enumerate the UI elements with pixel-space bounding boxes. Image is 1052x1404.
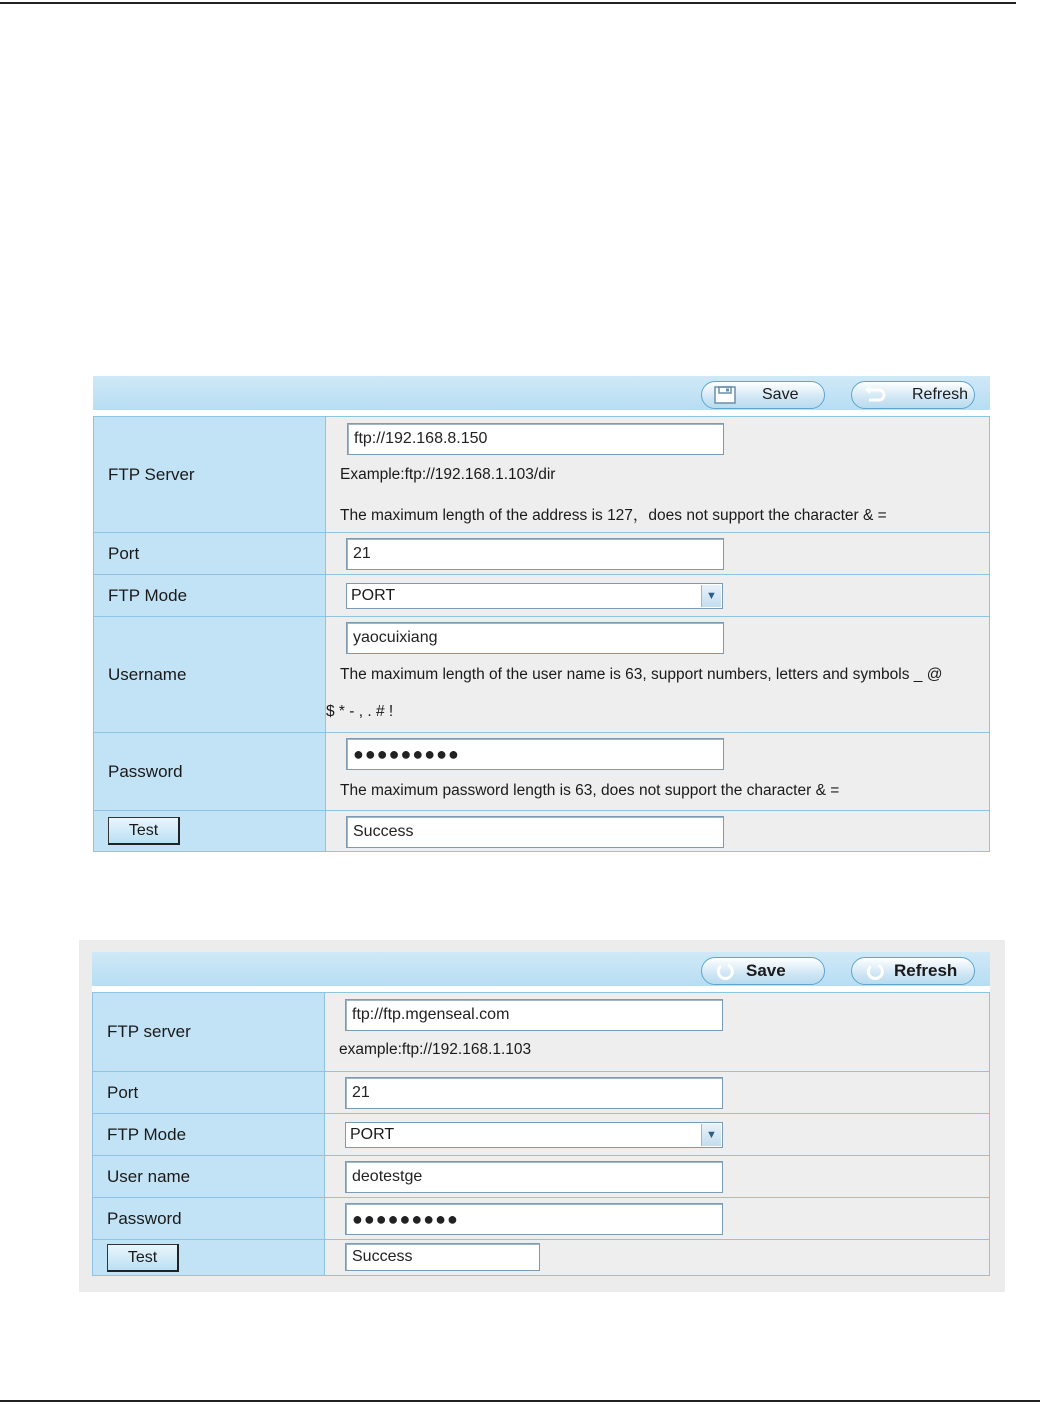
test-row — [94, 811, 990, 852]
ftp-server-row — [94, 417, 990, 533]
username-note-continued: $ * - , . # ! — [326, 703, 394, 720]
port-label: Port — [94, 533, 326, 575]
password-row — [93, 1198, 990, 1240]
undo-arrow-icon — [864, 386, 886, 404]
test-cell — [93, 1240, 325, 1276]
password-input[interactable]: ●●●●●●●●● — [346, 738, 724, 770]
page-bottom-rule — [0, 1400, 1040, 1402]
ftp-server-cell — [325, 993, 990, 1072]
password-note: The maximum password length is 63, does not support the character & = — [340, 782, 840, 799]
ftp-server-label: FTP Server — [94, 417, 326, 533]
port-row — [94, 533, 990, 575]
ftp-settings-panel-2 — [92, 952, 990, 1276]
ftp-mode-row — [93, 1114, 990, 1156]
username-row — [94, 617, 990, 733]
port-cell — [326, 533, 990, 575]
ftp-server-input[interactable]: ftp://192.168.8.150 — [347, 423, 724, 455]
username-input[interactable]: deotestge — [345, 1161, 723, 1193]
ftp-mode-select[interactable] — [346, 583, 723, 609]
chevron-down-icon[interactable]: ▼ — [701, 585, 721, 607]
username-cell — [325, 1156, 990, 1198]
toolbar — [92, 952, 990, 992]
refresh-button[interactable] — [851, 957, 975, 985]
save-button[interactable] — [701, 381, 825, 409]
password-label: Password — [94, 733, 326, 811]
password-label: Password — [93, 1198, 325, 1240]
refresh-button-label: Refresh — [912, 386, 969, 403]
ftp-mode-cell — [326, 575, 990, 617]
ftp-server-row — [93, 993, 990, 1072]
test-result-cell — [325, 1240, 990, 1276]
username-row — [93, 1156, 990, 1198]
ftp-settings-panel-1 — [93, 376, 990, 852]
username-cell — [326, 617, 990, 733]
ftp-mode-selected-value: PORT — [351, 587, 396, 604]
port-input[interactable]: 21 — [345, 1077, 723, 1109]
username-label: User name — [93, 1156, 325, 1198]
save-button[interactable] — [701, 957, 825, 985]
username-input[interactable]: yaocuixiang — [346, 622, 724, 654]
test-cell — [94, 811, 326, 852]
port-row — [93, 1072, 990, 1114]
test-button[interactable]: Test — [107, 1244, 179, 1272]
password-input[interactable]: ●●●●●●●●● — [345, 1203, 723, 1235]
floppy-disk-icon — [714, 386, 736, 404]
password-row — [94, 733, 990, 811]
ftp-server-label: FTP server — [93, 993, 325, 1072]
chevron-down-icon[interactable]: ▼ — [701, 1124, 721, 1146]
refresh-circle-icon — [864, 962, 886, 980]
port-cell — [325, 1072, 990, 1114]
toolbar — [93, 376, 990, 416]
ftp-mode-select[interactable] — [345, 1122, 723, 1148]
test-button[interactable]: Test — [108, 817, 180, 845]
test-result-field: Success — [346, 816, 724, 848]
ftp-mode-cell — [325, 1114, 990, 1156]
save-button-label: Save — [746, 961, 786, 980]
refresh-circle-icon — [714, 962, 736, 980]
save-button-label: Save — [762, 386, 799, 403]
ftp-server-example: example:ftp://192.168.1.103 — [339, 1041, 532, 1058]
port-label: Port — [93, 1072, 325, 1114]
test-row — [93, 1240, 990, 1276]
username-label: Username — [94, 617, 326, 733]
refresh-button-label: Refresh — [894, 961, 958, 980]
ftp-form — [92, 992, 990, 1276]
ftp-server-input[interactable]: ftp://ftp.mgenseal.com — [345, 999, 723, 1031]
password-cell — [325, 1198, 990, 1240]
username-note: The maximum length of the user name is 63, support numbers, letters and symbols _ @ — [340, 666, 943, 683]
page-top-rule — [0, 2, 1016, 4]
test-result-cell — [326, 811, 990, 852]
refresh-button[interactable] — [851, 381, 975, 409]
ftp-mode-selected-value: PORT — [350, 1126, 395, 1143]
port-input[interactable]: 21 — [346, 538, 724, 570]
ftp-server-note: The maximum length of the address is 127，does not support the character & = — [340, 507, 887, 524]
ftp-form — [93, 416, 990, 852]
ftp-mode-label: FTP Mode — [94, 575, 326, 617]
ftp-mode-label: FTP Mode — [93, 1114, 325, 1156]
ftp-server-cell — [326, 417, 990, 533]
ftp-server-example: Example:ftp://192.168.1.103/dir — [340, 466, 556, 483]
ftp-mode-row — [94, 575, 990, 617]
test-result-field: Success — [345, 1243, 540, 1271]
password-cell — [326, 733, 990, 811]
